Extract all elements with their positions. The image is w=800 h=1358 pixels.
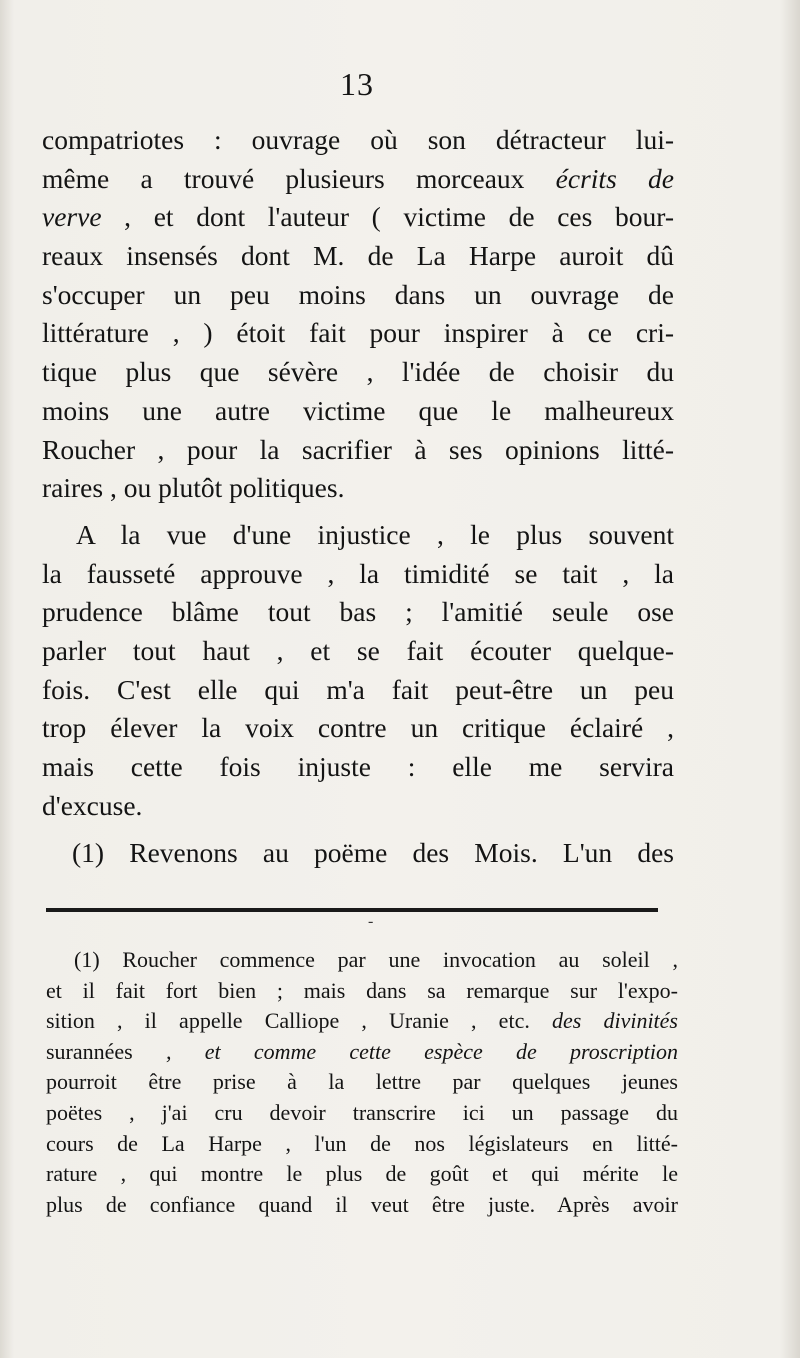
footnote-line: poëtes , j'ai cru devoir transcrire ici un passage du — [46, 1099, 678, 1125]
footnote-line: rature , qui montre le plus de goût et qui mérite le — [46, 1161, 678, 1187]
footnote-line: surannées , et comme cette espèce de proscription — [46, 1038, 678, 1064]
text-line: la fausseté approuve , la timidité se tait , la — [42, 557, 674, 589]
text-line: même a trouvé plusieurs morceaux écrits de — [42, 162, 674, 194]
footnote-separator-rule — [46, 908, 658, 912]
footnote-line: sition , il appelle Calliope , Uranie , etc. des divinités — [46, 1008, 678, 1034]
italic-text: , et comme cette espèce de proscription — [132, 1038, 678, 1064]
footnote-line: plus de confiance quand il veut être juste. Après avoir — [46, 1191, 678, 1217]
text-line: parler tout haut , et se fait écouter quelque- — [42, 634, 674, 666]
text-line: fois. C'est elle qui m'a fait peut-être un peu — [42, 673, 674, 705]
text-line: d'excuse. — [42, 789, 143, 821]
text-line: Roucher , pour la sacrifier à ses opinions litté- — [42, 433, 674, 465]
text-line: trop élever la voix contre un critique éclairé , — [42, 712, 674, 744]
paragraph-1 — [42, 121, 674, 508]
text-line: prudence blâme tout bas ; l'amitié seule ose — [42, 596, 674, 628]
paragraph-2 — [42, 516, 674, 826]
text-line: littérature , ) étoit fait pour inspirer à ce cri- — [42, 317, 674, 349]
footnote-line: et il fait fort bien ; mais dans sa remarque sur l'expo- — [46, 977, 678, 1003]
italic-text: des divinités — [551, 1008, 678, 1034]
text-line: tique plus que sévère , l'idée de choisir du — [42, 356, 674, 388]
footnote-line: pourroit être prise à la lettre par quelques jeunes — [46, 1069, 678, 1095]
footnote-line: cours de La Harpe , l'un de nos législateurs en litté- — [46, 1130, 678, 1156]
italic-text: écrits de — [555, 162, 674, 194]
footnote-line: (1) Roucher commence par une invocation au soleil , — [74, 947, 678, 972]
page-number: 13 — [340, 66, 374, 102]
main-text — [42, 121, 674, 873]
paragraph-3 — [42, 834, 674, 873]
text-line: verve , et dont l'auteur ( victime de ces bour- — [42, 201, 674, 233]
text-line: reaux insensés dont M. de La Harpe auroit dû — [42, 240, 674, 272]
text-line: moins une autre victime que le malheureux — [42, 394, 674, 426]
text-line: raires , ou plutôt politiques. — [42, 472, 345, 504]
text-line: mais cette fois injuste : elle me servira — [42, 751, 674, 782]
text-line: A la vue d'une injustice , le plus souvent — [76, 518, 674, 550]
footnote — [46, 945, 678, 1220]
text-line: (1) Revenons au poëme des Mois. L'un des — [72, 837, 674, 869]
text-line: compatriotes : ouvrage où son détracteur lui- — [42, 124, 674, 155]
separator-mark: - — [368, 913, 374, 930]
italic-text: verve — [42, 201, 102, 233]
text-line: s'occuper un peu moins dans un ouvrage de — [42, 278, 674, 310]
